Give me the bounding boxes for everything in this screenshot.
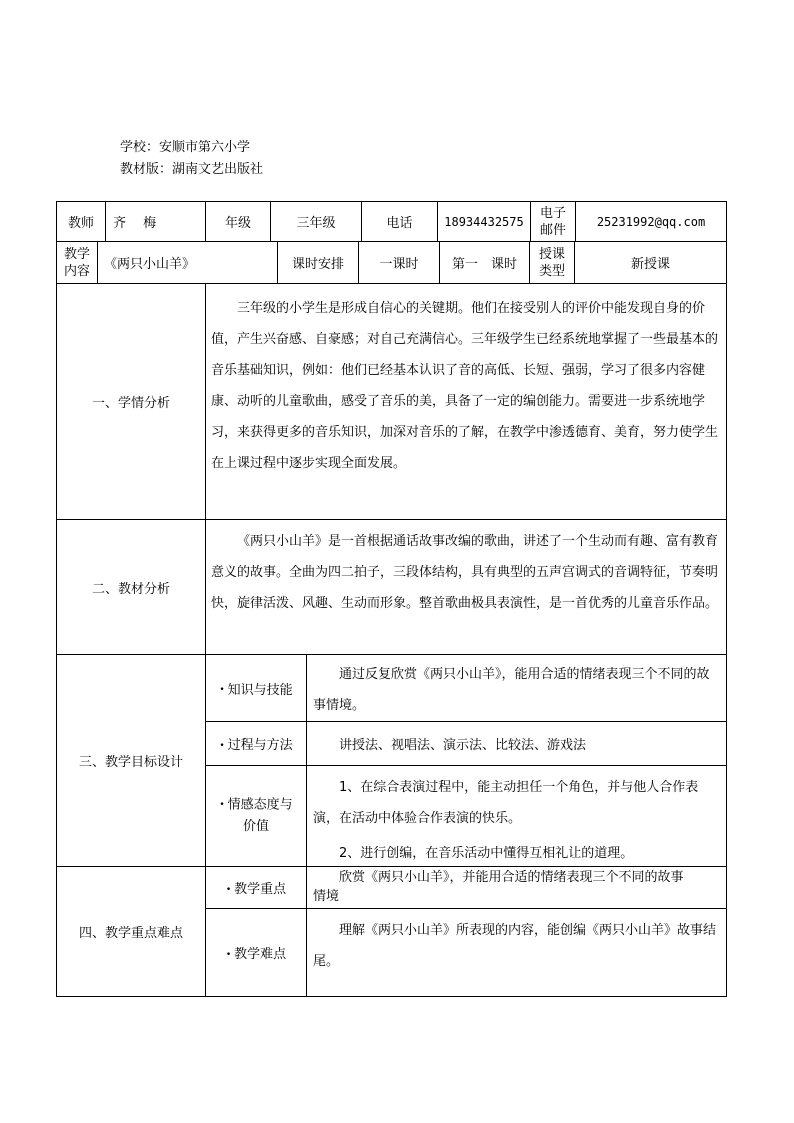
emotion-text-1: 1、在综合表演过程中，能主动担任一个角色，并与他人合作表演，在活动中体验合作表演的快乐。 — [313, 780, 699, 826]
emotion-text-cell — [306, 765, 727, 867]
material-analysis-cell — [205, 519, 727, 655]
focus-text-1: 欣赏《两只小山羊》，并能用合适的情绪表现三个不同的故事 — [339, 870, 684, 885]
period-value: 第一 课时 — [439, 241, 530, 284]
type-value: 新授课 — [574, 241, 727, 284]
teacher-label: 教师 — [56, 201, 106, 242]
material-analysis-title: 二、教材分析 — [56, 519, 206, 655]
focus-label: • 教学重点 — [226, 878, 286, 897]
grade-value: 三年级 — [270, 201, 362, 242]
process-text: 讲授法、视唱法、演示法、比较法、游戏法 — [339, 738, 587, 753]
key-points-title: 四、教学重点难点 — [56, 866, 206, 997]
objectives-title: 三、教学目标设计 — [56, 654, 206, 867]
school-line: 学校：安顺市第六小学 — [120, 140, 251, 155]
student-analysis-title: 一、学情分析 — [56, 283, 206, 520]
schedule-value: 一课时 — [358, 241, 440, 284]
process-label: • 过程与方法 — [219, 734, 292, 753]
process-text-cell — [306, 721, 727, 766]
emotion-label-1: • 情感态度与 — [219, 794, 292, 817]
focus-label-cell — [205, 866, 307, 909]
emotion-label-2: 价值 — [242, 819, 269, 835]
emotion-text-2: 2、进行创编，在音乐活动中懂得互相礼让的道理。 — [339, 846, 634, 861]
focus-text-2: 情境 — [313, 889, 340, 904]
publisher-line: 教材版：湖南文艺出版社 — [120, 162, 264, 177]
grade-label: 年级 — [205, 201, 271, 242]
knowledge-label: • 知识与技能 — [219, 679, 292, 698]
type-label: 授课类型 — [529, 241, 575, 284]
emotion-label-cell — [205, 765, 307, 867]
phone-value: 18934432575 — [437, 201, 531, 242]
knowledge-text: 通过反复欣赏《两只小山羊》，能用合适的情绪表现三个不同的故事情境。 — [313, 667, 710, 713]
phone-label: 电话 — [361, 201, 438, 242]
teacher-name: 齐 梅 — [105, 201, 206, 242]
knowledge-label-cell — [205, 654, 307, 722]
difficulty-label: • 教学难点 — [226, 943, 286, 962]
focus-text-cell — [306, 866, 727, 909]
difficulty-text-cell — [306, 908, 727, 997]
process-label-cell — [205, 721, 307, 766]
content-value: 《两只小山羊》 — [97, 241, 278, 284]
material-analysis-text: 《两只小山羊》是一首根据通话故事改编的歌曲，讲述了一个生动而有趣、富有教育意义的故事。全曲为四二拍子，三段体结构，具有典型的五声宫调式的音调特征，节奏明快，旋律活泼、风趣、生动而形象。整首歌曲极具表演性，是一首优秀的儿童音乐作品。 — [211, 534, 719, 611]
schedule-label: 课时安排 — [277, 241, 359, 284]
email-label: 电子邮件 — [530, 201, 576, 242]
content-label: 教学内容 — [56, 241, 98, 284]
student-analysis-cell — [205, 283, 727, 520]
student-analysis-text: 三年级的小学生是形成自信心的关键期。他们在接受别人的评价中能发现自身的价值，产生兴奋感、自豪感；对自己充满信心。三年级学生已经系统地掌握了一些最基本的音乐基础知识，例如：他们已经基本认识了音的高低、长短、强弱，学习了很多内容健康、动听的儿童歌曲，感受了音乐的美，具备了一定的编创能力。需要进一步系统地学习，来获得更多的音乐知识，加深对音乐的了解，在教学中渗透德育、美育，努力使学生在上课过程中逐步实现全面发展。 — [211, 301, 719, 471]
knowledge-text-cell — [306, 654, 727, 722]
difficulty-text: 理解《两只小山羊》所表现的内容，能创编《两只小山羊》故事结尾。 — [313, 923, 717, 969]
email-value: 25231992@qq.com — [575, 201, 727, 242]
difficulty-label-cell — [205, 908, 307, 997]
